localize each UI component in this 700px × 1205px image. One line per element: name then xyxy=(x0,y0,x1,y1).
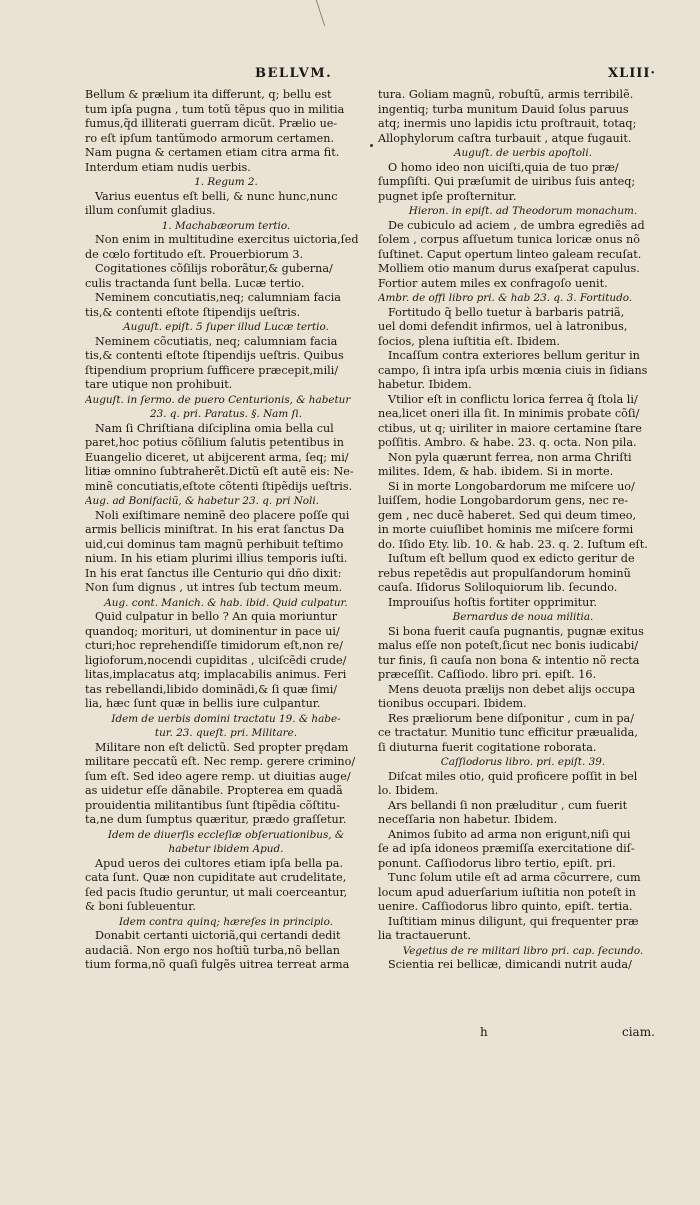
right-text-line: tionibus occupari. Ibidem. xyxy=(378,697,527,710)
right-citation: Bernardus de noua militia. xyxy=(452,611,594,623)
left-text-line: tis,& contenti eſtote ſtipendijs ueſtris. xyxy=(85,305,301,319)
left-text-line: quandoq; morituri, ut dominentur in pace ui/ xyxy=(85,624,340,638)
left-text-line: Apud ueros dei cultores etiam ipſa bella pa. xyxy=(95,856,344,870)
left-citation: tur. 23. queſt. pri. Militare. xyxy=(154,727,298,739)
right-citation: Caſſiodorus libro. pri. epiſt. 39. xyxy=(440,756,606,768)
page-header xyxy=(0,66,700,84)
right-text-line: Non pyla quærunt ferrea, non arma Chriſti xyxy=(388,450,632,464)
left-column xyxy=(85,88,367,973)
right-text-line: ctibus, ut q; uiriliter in maiore certamine ſtare xyxy=(378,421,642,435)
left-text-line: Interdum etiam nudis uerbis. xyxy=(85,160,251,174)
left-text-line: tum ipſa pugna , tum totũ tẽpus quo in militia xyxy=(85,102,345,116)
left-text-line: In his erat ſanctus ille Centurio qui dño dixit: xyxy=(85,566,342,580)
right-text-line: rebus repetẽdis aut propulſandorum hominũ xyxy=(378,566,631,580)
left-text-line: Varius euentus eſt belli, & nunc hunc,nunc xyxy=(95,189,338,203)
right-text-line: Fortitudo q̃ bello tuetur à barbaris patriã, xyxy=(388,305,625,319)
right-text-line: Fortior autem miles ex confragoſo uenit. xyxy=(378,276,608,290)
left-citation: 23. q. pri. Paratus. §. Nam ſi. xyxy=(149,408,303,420)
right-text-line: pugnet ipſe proſternitur. xyxy=(378,189,517,203)
right-text-line: neceſſaria non habetur. Ibidem. xyxy=(378,813,558,826)
right-text-line: malus eſſe non poteſt,ſicut nec bonis iudicabi/ xyxy=(378,639,639,652)
right-text-line: ſocios, plena iuſtitia eſt. Ibidem. xyxy=(378,334,560,348)
right-text-line: nea,licet oneri illa ſit. In minimis probate cõſi/ xyxy=(378,407,640,420)
left-text-line: as uidetur eſſe dãnabile. Propterea em quadã xyxy=(85,784,343,797)
left-citation: Auguſt. epiſt. 5 ſuper illud Lucæ tertio. xyxy=(123,321,329,333)
right-text-line: Incaſſum contra exteriores bellum geritur in xyxy=(388,349,640,362)
right-text-line: tura. Goliam magnũ, robuſtũ, armis terribilẽ. xyxy=(378,88,634,101)
right-text-line: do. Iſido Ety. lib. 10. & hab. 23. q. 2. Iuſtum eſt. xyxy=(378,537,648,551)
right-text-line: Si bona fuerit cauſa pugnantis, pugnæ exitus xyxy=(388,624,644,638)
left-text-line: Noli exiſtimare neminẽ deo placere poſſe qui xyxy=(95,508,350,522)
left-text-line: tis,& contenti eſtote ſtipendijs ueſtris. Quibus xyxy=(85,349,344,362)
right-text-line: ſi diuturna fuerit cogitatione roborata. xyxy=(378,740,597,754)
right-citation: Ambr. de offi libro pri. & hab 23. q. 3. Fortitudo. xyxy=(378,292,633,304)
left-text-line: ta,ne dum ſumptus quæritur, prædo graſſetur. xyxy=(85,813,347,826)
left-text-line: ro eſt ipſum tantũmodo armorum certamen. xyxy=(85,131,335,145)
left-citation: 1. Regum 2. xyxy=(194,176,258,188)
right-text-line: De cubiculo ad aciem , de umbra egrediẽs ad xyxy=(388,218,645,232)
left-text-line: Neminem concutiatis,neq; calumniam facia xyxy=(95,291,341,304)
left-citation: Idem de diuerſis eccleſiæ obſeruationibus, & xyxy=(107,828,345,841)
marginal-dot xyxy=(370,144,373,147)
right-text-line: Allophylorum caſtra turbauit , atque fugauit. xyxy=(378,131,632,145)
left-text-line: ligioforum,nocendi cupiditas , ulciſcẽdi crude/ xyxy=(85,653,347,667)
right-text-line: luiſſem, hodie Longobardorum gens, nec re- xyxy=(378,494,629,507)
right-text-line: locum apud aduerſarium iuſtitia non poteſt in xyxy=(378,885,636,899)
left-text-line: Euangelio diceret, ut abijcerent arma, ſeq; mi/ xyxy=(85,450,349,464)
left-citation: habetur ibidem Apud. xyxy=(168,843,284,855)
right-text-line: ſumpſiſti. Qui præſumit de uiribus ſuis anteq; xyxy=(378,175,636,188)
right-text-line: ſe ad ipſa idoneos præmiſſa exercitatione diſ- xyxy=(378,842,635,855)
right-text-line: ſolem , corpus aſſuetum tunica loricæ onus nõ xyxy=(378,233,640,246)
right-text-line: præceſſit. Caſſiodo. libro pri. epiſt. 16. xyxy=(378,668,597,681)
left-text-line: ſtipendium proprium ſufficere præcepit,mili/ xyxy=(85,363,339,377)
right-text-line: Scientia rei bellicæ, dimicandi nutrit auda/ xyxy=(388,958,632,971)
right-text-line: Iuſtum eſt bellum quod ex edicto geritur de xyxy=(388,552,635,565)
left-text-line: minẽ concutiatis,eſtote cõtenti ſtipẽdijs ueſtris. xyxy=(85,479,353,493)
left-text-line: Non enim in multitudine exercitus uictoria,ſed xyxy=(95,233,359,246)
right-text-line: Vtilior eſt in conflictu lorica ferrea q̃ ſtola li/ xyxy=(388,392,638,406)
folio-number: XLIII· xyxy=(608,66,656,81)
left-text-line: audaciã. Non ergo nos hoſtiũ turba,nõ bellan xyxy=(85,943,340,957)
left-text-line: cturi;hoc reprehendiſſe timidorum eſt,non re/ xyxy=(85,639,343,652)
left-text-line: tare utique non prohibuit. xyxy=(85,378,233,391)
left-text-line: de cœlo fortitudo eſt. Prouerbiorum 3. xyxy=(85,247,304,261)
left-text-line: prouidentia militantibus ſunt ſtipẽdia cõſtitu- xyxy=(85,798,341,812)
left-text-line: litas,implacatus atq; implacabilis animus. Feri xyxy=(85,668,347,681)
page-mark xyxy=(316,0,339,26)
left-text-line: tium forma,nõ quaſi fulgẽs uitrea terreat arma xyxy=(85,958,350,971)
left-text-line: Nam ſi Chriſtiana diſciplina omia bella cul xyxy=(95,421,334,435)
right-text-line: Tunc ſolum utile eſt ad arma cõcurrere, cum xyxy=(388,871,641,884)
right-citation: Hieron. in epiſt. ad Theodorum monachum. xyxy=(408,205,638,217)
left-text-line: illum conſumit gladius. xyxy=(85,204,216,217)
left-text-line: ſed pacis ſtudio geruntur, ut mali coerceantur, xyxy=(85,885,348,899)
right-text-line: Improuiſus hoſtis fortiter opprimitur. xyxy=(388,595,598,609)
right-text-line: uel domi defendit infirmos, uel à latronibus, xyxy=(378,320,628,333)
left-text-line: lia, hæc ſunt quæ in bellis iure culpantur. xyxy=(85,697,321,710)
left-text-line: fumus,q̃d illiterati guerram dicũt. Prælio ue- xyxy=(85,117,338,130)
right-text-line: uenire. Caſſiodorus libro quinto, epiſt. tertia. xyxy=(378,900,633,913)
left-text-line: Cogitationes cõſilijs roborãtur,& guberna/ xyxy=(95,262,333,275)
right-text-line: milites. Idem, & hab. ibidem. Si in morte. xyxy=(378,465,614,478)
right-text-line: Ars bellandi ſi non præluditur , cum fuerit xyxy=(388,798,628,812)
left-text-line: Neminem cõcutiatis, neq; calumniam facia xyxy=(95,334,338,348)
left-citation: Aug. cont. Manich. & hab. ibid. Quid culpatur. xyxy=(104,596,348,609)
left-text-line: Donabit certanti uictoriã,qui certandi dedit xyxy=(95,929,341,942)
left-text-line: Militare non eſt delictũ. Sed propter prędam xyxy=(95,740,349,754)
right-text-line: Diſcat miles otio, quid proficere poſſit in bel xyxy=(388,769,638,783)
right-citation: Vegetius de re militari libro pri. cap. ſecundo. xyxy=(402,944,644,957)
left-text-line: Nam pugna & certamen etiam citra arma fit. xyxy=(85,146,340,159)
right-text-line: Iuſtitiam minus diligunt, qui frequenter præ xyxy=(388,914,639,928)
left-text-line: & boni ſubleuentur. xyxy=(85,900,196,913)
left-citation: Idem de uerbis domini tractatu 19. & habe- xyxy=(111,712,341,725)
right-text-line: lia tractauerunt. xyxy=(378,929,471,942)
right-text-line: in morte cuiuſlibet hominis me miſcere formi xyxy=(378,523,634,536)
left-text-line: cata ſunt. Quæ non cupiditate aut crudelitate, xyxy=(85,871,347,884)
right-text-line: poſſitis. Ambro. & habe. 23. q. octa. Non pila. xyxy=(378,436,637,449)
catchword: ciam. xyxy=(622,1025,655,1039)
right-text-line: ingentiq; turba munitum Dauid ſolus paruus xyxy=(378,102,629,116)
right-text-line: Molliem otio manum durus exaſperat capulus. xyxy=(378,262,640,275)
right-text-line: ce tractatur. Munitio tunc efficitur præualida, xyxy=(378,726,638,739)
left-text-line: tas rebellandi,libido dominãdi,& ſi quæ ſimi/ xyxy=(85,682,338,696)
running-head: BELLVM. xyxy=(255,66,333,81)
left-text-line: culis tractanda ſunt bella. Lucæ tertio. xyxy=(85,276,305,290)
right-text-line: ſuſtinet. Caput opertum linteo galeam recuſat. xyxy=(378,247,642,261)
right-text-line: lo. Ibidem. xyxy=(378,784,439,797)
right-citation: Auguſt. de uerbis apoſtoli. xyxy=(453,147,593,159)
left-text-line: Non ſum dignus , ut intres ſub tectum meum. xyxy=(85,581,343,594)
left-text-line: nium. In his etiam plurimi illius temporis iuſti. xyxy=(85,552,348,565)
right-text-line: Mens deuota prælijs non debet alijs occupa xyxy=(388,682,636,696)
right-text-line: tur finis, ſi cauſa non bona & intentio nõ recta xyxy=(378,653,640,667)
left-text-line: ſum eſt. Sed ideo agere remp. ut diuitias auge/ xyxy=(85,769,351,783)
left-text-line: Bellum & prælium ita differunt, q; bellu est xyxy=(85,88,332,101)
right-text-line: O homo ideo non uiciſti,quia de tuo præ/ xyxy=(388,160,619,174)
left-text-line: paret,hoc potius cõſilium ſalutis petentibus in xyxy=(85,436,344,449)
right-column xyxy=(378,88,668,973)
left-text-line: militare peccatũ eſt. Nec remp. gerere crimino/ xyxy=(85,755,356,768)
signature-mark: h xyxy=(480,1025,488,1039)
left-citation: Aug. ad Bonifaciũ, & habetur 23. q. pri Noli. xyxy=(85,495,319,507)
right-text-line: atq; inermis uno lapidis ictu proſtrauit, totaq; xyxy=(378,117,637,130)
left-text-line: Quid culpatur in bello ? An quia moriuntur xyxy=(95,610,338,623)
left-text-line: litiæ omnino ſubtraherẽt.Dictũ eſt autẽ eis: Ne- xyxy=(85,465,354,478)
left-citation: Auguſt. in ſermo. de puero Centurionis, & habetur xyxy=(85,393,351,406)
right-text-line: Animos ſubito ad arma non erigunt,niſi qui xyxy=(388,827,631,841)
right-text-line: Si in morte Longobardorum me miſcere uo/ xyxy=(388,479,635,493)
right-text-line: habetur. Ibidem. xyxy=(378,378,472,391)
right-text-line: ponunt. Caſſiodorus libro tertio, epiſt. pri. xyxy=(378,856,616,870)
left-citation: 1. Machabæorum tertio. xyxy=(161,219,291,232)
left-text-line: uid,cui dominus tam magnũ perhibuit teſtimo xyxy=(85,537,344,551)
left-citation: Idem contra quinq; hæreſes in principio. xyxy=(119,915,333,928)
right-text-line: campo, ſi intra ipſa urbis mœnia ciuis in ſidians xyxy=(378,363,648,377)
right-text-line: Res præliorum bene diſponitur , cum in pa/ xyxy=(388,711,634,725)
left-text-line: armis bellicis miniſtrat. In his erat ſanctus Da xyxy=(85,523,345,536)
right-text-line: gem , nec ducẽ haberet. Sed qui deum timeo, xyxy=(378,508,637,522)
right-text-line: cauſa. Iſidorus Soliloquiorum lib. ſecundo. xyxy=(378,581,618,594)
